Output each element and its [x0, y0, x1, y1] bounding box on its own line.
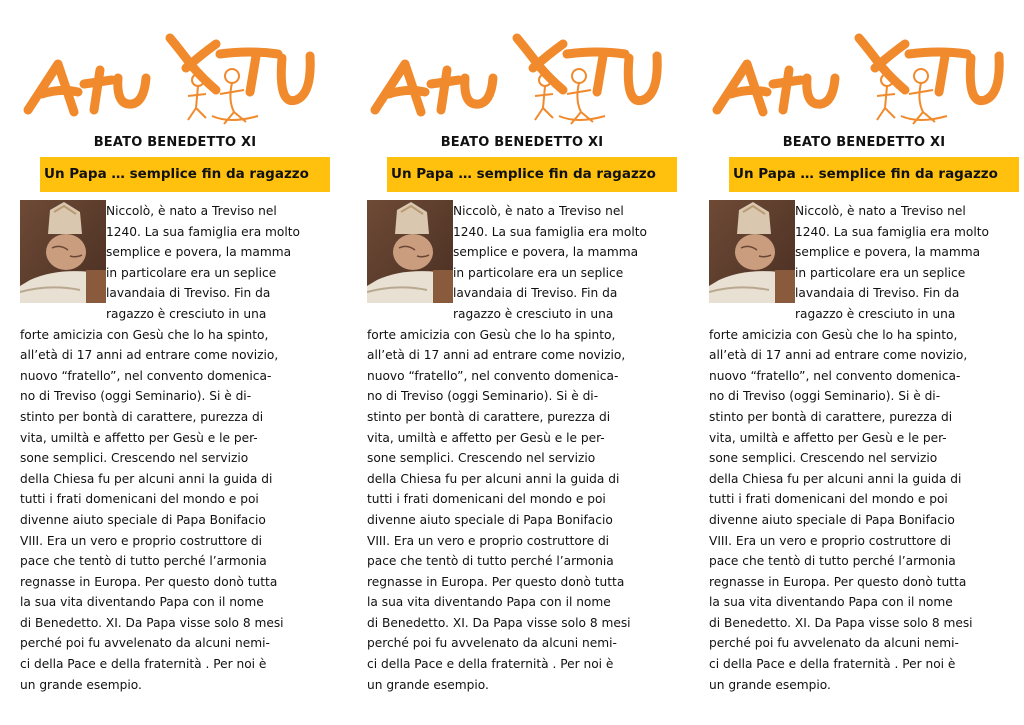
body-line: della Chiesa fu per alcuni anni la guida di — [20, 471, 273, 486]
body-line: no di Treviso (oggi Seminario). Si è di- — [709, 389, 941, 404]
body-line: VIII. Era un vero e proprio costruttore di — [20, 533, 263, 548]
body-line: Niccolò, è nato a Treviso nel — [453, 204, 624, 218]
body-line: perché poi fu avvelenato da alcuni nemi- — [20, 636, 270, 651]
body-line: no di Treviso (oggi Seminario). Si è di- — [367, 389, 599, 404]
body-line: di Benedetto. XI. Da Papa visse solo 8 mesi — [367, 615, 631, 630]
body-line: semplice e povera, la mamma — [795, 245, 981, 260]
subtitle-banner: Un Papa … semplice fin da ragazzo — [40, 157, 330, 192]
body-line: nuovo “fratello”, nel convento domenica- — [709, 368, 961, 383]
body-line: divenne aiuto speciale di Papa Bonifacio — [709, 512, 955, 527]
body-line: nuovo “fratello”, nel convento domenica- — [20, 368, 272, 383]
body-line: divenne aiuto speciale di Papa Bonifacio — [367, 512, 613, 527]
body-line: 1240. La sua famiglia era molto — [106, 224, 300, 239]
body-line: tutti i frati domenicani del mondo e poi — [20, 492, 259, 507]
body-line: nuovo “fratello”, nel convento domenica- — [367, 368, 619, 383]
body-line: un grande esempio. — [20, 677, 142, 692]
body-line: di Benedetto. XI. Da Papa visse solo 8 mesi — [709, 615, 973, 630]
body-line: ragazzo è cresciuto in una — [453, 306, 614, 321]
body-line: sone semplici. Crescendo nel servizio — [709, 451, 938, 466]
body-line: della Chiesa fu per alcuni anni la guida di — [367, 471, 620, 486]
body-line: ragazzo è cresciuto in una — [106, 306, 267, 321]
body-line: la sua vita diventando Papa con il nome — [20, 595, 264, 610]
body-line: perché poi fu avvelenato da alcuni nemi- — [709, 636, 959, 651]
body-line: all’età di 17 anni ad entrare come novizio, — [709, 348, 968, 363]
logo-a-tu-x-tu — [709, 20, 1009, 130]
body-line: lavandaia di Treviso. Fin da — [795, 286, 960, 301]
body-line: pace che tentò di tutto perché l’armonia — [709, 554, 956, 569]
body-line: forte amicizia con Gesù che lo ha spinto, — [709, 327, 958, 342]
body-line: lavandaia di Treviso. Fin da — [453, 286, 618, 301]
body-line: ci della Pace e della fraternità . Per noi è — [20, 657, 267, 672]
body-line: in particolare era un seplice — [795, 265, 966, 280]
body-line: lavandaia di Treviso. Fin da — [106, 286, 271, 301]
body-line: all’età di 17 anni ad entrare come novizio, — [367, 348, 626, 363]
body-line: vita, umiltà e affetto per Gesù e le per- — [20, 430, 258, 445]
body-line: regnasse in Europa. Per questo donò tutta — [709, 574, 967, 589]
body-line: tutti i frati domenicani del mondo e poi — [367, 492, 606, 507]
logo-icon — [367, 20, 667, 130]
logo-a-tu-x-tu — [20, 20, 320, 130]
body-line: VIII. Era un vero e proprio costruttore di — [367, 533, 610, 548]
body-line: Niccolò, è nato a Treviso nel — [106, 204, 277, 218]
flyer-column — [367, 0, 677, 725]
body-line: Niccolò, è nato a Treviso nel — [795, 204, 966, 218]
body-line: ragazzo è cresciuto in una — [795, 306, 956, 321]
body-line: in particolare era un seplice — [453, 265, 624, 280]
body-line: di Benedetto. XI. Da Papa visse solo 8 mesi — [20, 615, 284, 630]
body-line: stinto per bontà di carattere, purezza di — [367, 409, 611, 424]
body-line: ci della Pace e della fraternità . Per noi è — [709, 657, 956, 672]
body-line: regnasse in Europa. Per questo donò tutta — [367, 574, 625, 589]
body-line: VIII. Era un vero e proprio costruttore di — [709, 533, 952, 548]
body-line: regnasse in Europa. Per questo donò tutta — [20, 574, 278, 589]
body-line: un grande esempio. — [709, 677, 831, 692]
subtitle-banner: Un Papa … semplice fin da ragazzo — [729, 157, 1019, 192]
body-line: pace che tentò di tutto perché l’armonia — [367, 554, 614, 569]
body-line: tutti i frati domenicani del mondo e poi — [709, 492, 948, 507]
body-text — [367, 201, 649, 695]
logo-icon — [20, 20, 320, 130]
body-line: semplice e povera, la mamma — [453, 245, 639, 260]
logo-a-tu-x-tu — [367, 20, 667, 130]
body-line: vita, umiltà e affetto per Gesù e le per- — [709, 430, 947, 445]
body-line: un grande esempio. — [367, 677, 489, 692]
body-text — [709, 201, 991, 695]
body-line: all’età di 17 anni ad entrare come novizio, — [20, 348, 279, 363]
page-title: BEATO BENEDETTO XI — [782, 135, 946, 150]
body-line: la sua vita diventando Papa con il nome — [709, 595, 953, 610]
body-line: no di Treviso (oggi Seminario). Si è di- — [20, 389, 252, 404]
page-title: BEATO BENEDETTO XI — [440, 135, 604, 150]
body-line: perché poi fu avvelenato da alcuni nemi- — [367, 636, 617, 651]
logo-icon — [709, 20, 1009, 130]
body-line: forte amicizia con Gesù che lo ha spinto, — [367, 327, 616, 342]
body-line: forte amicizia con Gesù che lo ha spinto, — [20, 327, 269, 342]
body-line: ci della Pace e della fraternità . Per noi è — [367, 657, 614, 672]
body-line: stinto per bontà di carattere, purezza di — [709, 409, 953, 424]
body-line: pace che tentò di tutto perché l’armonia — [20, 554, 267, 569]
body-line: della Chiesa fu per alcuni anni la guida di — [709, 471, 962, 486]
body-line: 1240. La sua famiglia era molto — [453, 224, 647, 239]
body-line: vita, umiltà e affetto per Gesù e le per- — [367, 430, 605, 445]
page-title: BEATO BENEDETTO XI — [93, 135, 257, 150]
body-line: sone semplici. Crescendo nel servizio — [367, 451, 596, 466]
body-line: in particolare era un seplice — [106, 265, 277, 280]
body-line: divenne aiuto speciale di Papa Bonifacio — [20, 512, 266, 527]
body-line: semplice e povera, la mamma — [106, 245, 292, 260]
subtitle-banner: Un Papa … semplice fin da ragazzo — [387, 157, 677, 192]
body-line: 1240. La sua famiglia era molto — [795, 224, 989, 239]
body-line: la sua vita diventando Papa con il nome — [367, 595, 611, 610]
body-text — [20, 201, 302, 695]
flyer-column — [20, 0, 330, 725]
body-line: stinto per bontà di carattere, purezza di — [20, 409, 264, 424]
body-line: sone semplici. Crescendo nel servizio — [20, 451, 249, 466]
flyer-column — [709, 0, 1019, 725]
